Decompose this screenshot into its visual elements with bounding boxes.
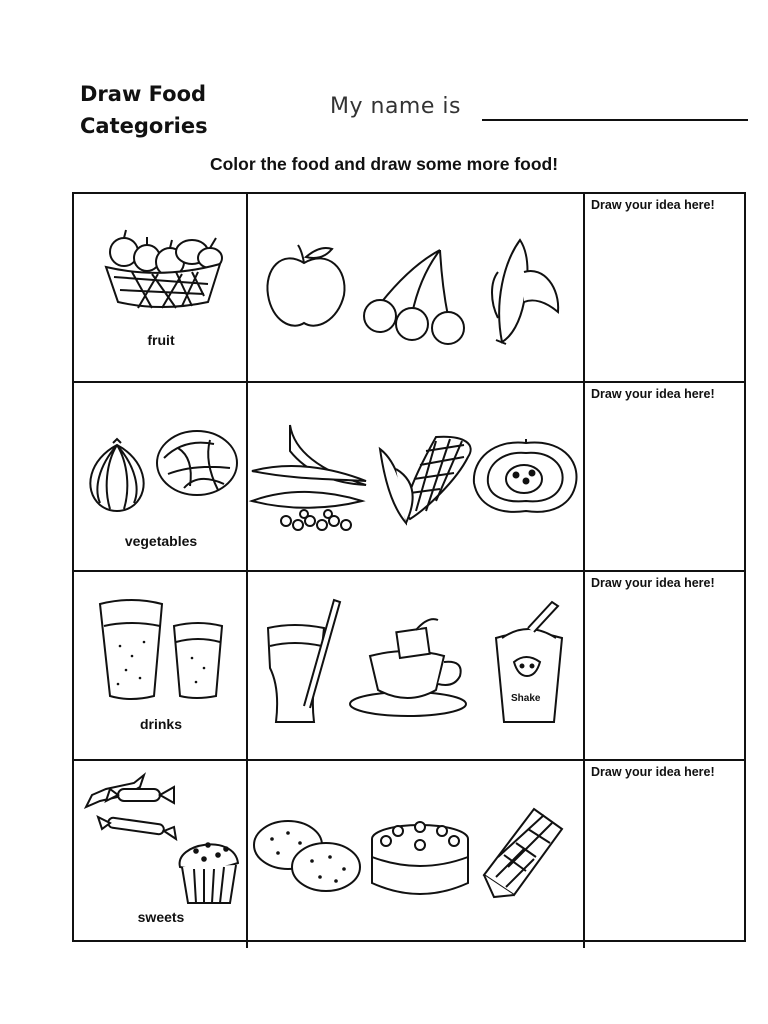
draw-prompt-vegetables: Draw your idea here!	[591, 387, 715, 401]
category-label-sweets: sweets	[137, 909, 185, 925]
draw-cell-fruit[interactable]	[585, 194, 744, 381]
examples-cell-fruit	[248, 194, 585, 381]
shake-cup-label: Shake	[511, 693, 541, 704]
worksheet-title	[80, 78, 280, 142]
juice-glasses-icon	[96, 596, 226, 706]
instruction-text: Color the food and draw some more food!	[209, 154, 559, 174]
title-line-2: Categories	[80, 114, 208, 138]
draw-prompt-fruit: Draw your idea here!	[591, 198, 715, 212]
category-label-drinks: drinks	[139, 716, 182, 732]
draw-cell-sweets[interactable]	[585, 761, 744, 948]
fruit-basket-icon	[92, 222, 232, 317]
chocolate-bar-icon	[480, 805, 566, 897]
onion-icon	[80, 439, 154, 515]
milkshake-icon	[492, 598, 572, 728]
draw-prompt-sweets: Draw your idea here!	[591, 765, 715, 779]
row-sweets	[74, 761, 744, 948]
examples-cell-vegetables	[248, 383, 585, 570]
pumpkin-slice-icon	[472, 439, 580, 517]
examples-cell-drinks	[248, 572, 585, 759]
apple-icon	[258, 239, 353, 334]
draw-cell-drinks[interactable]	[585, 572, 744, 759]
category-cell-fruit	[74, 194, 248, 381]
cabbage-icon	[154, 428, 240, 498]
name-line	[482, 119, 748, 121]
row-drinks	[74, 572, 744, 759]
candy-icon	[78, 767, 182, 843]
category-cell-drinks	[74, 572, 248, 759]
title-line-1: Draw Food	[80, 82, 207, 106]
banana-icon	[484, 232, 574, 347]
soda-glass-icon	[264, 598, 344, 728]
cake-icon	[368, 817, 472, 899]
beans-and-peas-icon	[250, 421, 372, 536]
row-vegetables	[74, 383, 744, 570]
category-label-vegetables: vegetables	[124, 533, 198, 549]
category-cell-sweets	[74, 761, 248, 948]
cherries-icon	[360, 246, 475, 346]
draw-prompt-drinks: Draw your idea here!	[591, 576, 715, 590]
corn-icon	[376, 431, 476, 527]
food-category-table	[72, 192, 746, 942]
category-cell-vegetables	[74, 383, 248, 570]
examples-cell-sweets	[248, 761, 585, 948]
cookies-icon	[252, 819, 362, 895]
name-label: My name is	[330, 94, 461, 119]
row-fruit	[74, 194, 744, 381]
tea-cup-icon	[348, 616, 468, 720]
muffin-icon	[174, 833, 244, 905]
draw-cell-vegetables[interactable]	[585, 383, 744, 570]
category-label-fruit: fruit	[147, 332, 175, 348]
